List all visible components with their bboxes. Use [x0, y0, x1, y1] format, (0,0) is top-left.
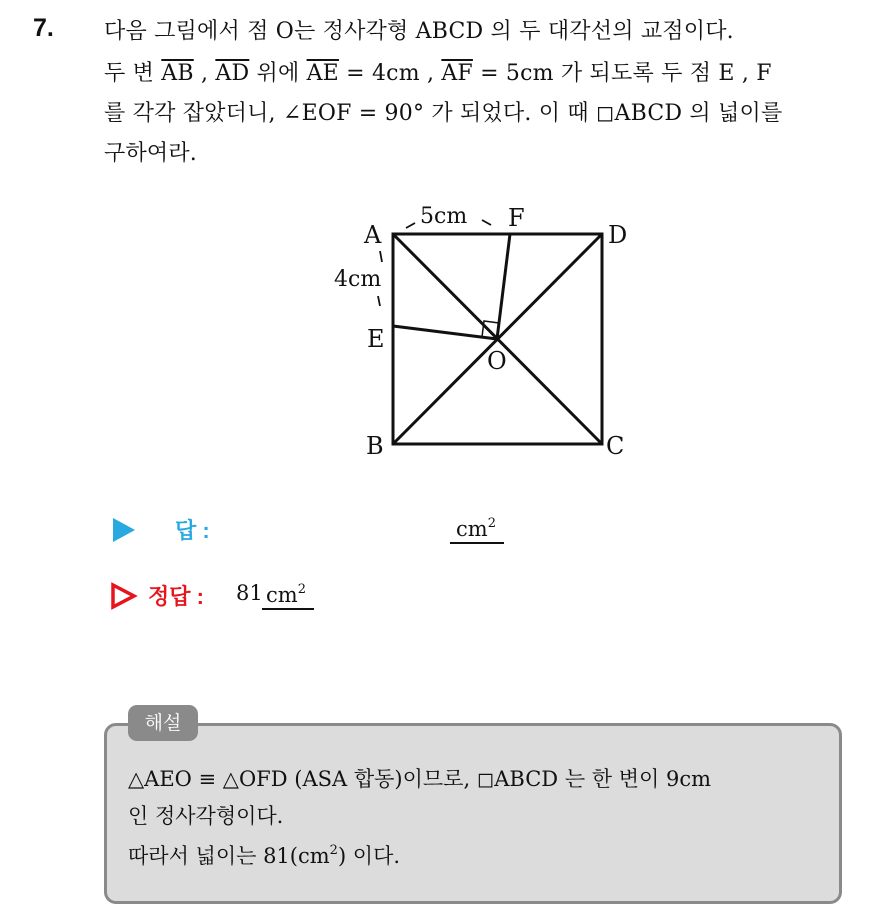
correct-label: 정답 : — [148, 584, 204, 609]
q2-mid2: = 4cm , — [338, 61, 442, 86]
label-e: E — [367, 325, 385, 353]
segment-ae: $\overline{AE}$ — [306, 61, 339, 86]
correct-unit: $cm^2$ — [266, 582, 306, 607]
explanation-line-3: 따라서 넓이는 $81(cm^2)$ 이다. — [128, 843, 401, 868]
label-b: B — [366, 432, 384, 460]
answer-field[interactable] — [450, 514, 504, 544]
segment-af: $\overline{AF}$ — [441, 61, 473, 86]
question-line-4: 구하여라. — [104, 141, 198, 166]
label-o: O — [487, 347, 507, 375]
question-line-1: 다음 그림에서 점 O는 정사각형 ABCD 의 두 대각선의 교점이다. — [104, 19, 734, 44]
q2-pre: 두 변 — [104, 61, 162, 86]
explanation-tab: 해설 — [128, 705, 198, 741]
question-number: 7. — [33, 14, 54, 42]
answer-label: 답 : — [175, 518, 210, 543]
label-c: C — [606, 432, 625, 460]
outline-arrow-icon — [110, 582, 138, 610]
explanation-line-1: △AEO ≡ △OFD (ASA 합동)이므로, ◻ABCD 는 한 변이 9cm — [128, 767, 712, 791]
correct-value: 81 — [236, 581, 263, 605]
label-d: D — [608, 221, 628, 249]
question-line-3: 를 각각 잡았더니, ∠EOF = 90° 가 되었다. 이 때 ◻ABCD 의 넓이를 — [104, 101, 783, 126]
label-f: F — [508, 204, 525, 232]
length-af-label: 5cm — [420, 204, 468, 229]
answer-unit: $cm^2$ — [456, 516, 496, 541]
label-a: A — [364, 221, 382, 249]
length-ae-label: 4cm — [334, 267, 382, 292]
question-line-2 — [104, 56, 772, 87]
segment-ab: $\overline{AB}$ — [161, 61, 194, 86]
play-arrow-icon — [111, 517, 137, 543]
explanation-line-2: 인 정사각형이다. — [128, 804, 284, 828]
segment-oe — [393, 326, 497, 339]
q2-comma: , — [193, 61, 216, 86]
segment-ad: $\overline{AD}$ — [215, 61, 250, 86]
q2-post: = 5cm 가 되도록 두 점 E , F — [472, 61, 772, 86]
correct-unit-field — [262, 580, 314, 610]
q2-mid1: 위에 — [249, 61, 307, 86]
geometry-figure — [320, 195, 640, 470]
